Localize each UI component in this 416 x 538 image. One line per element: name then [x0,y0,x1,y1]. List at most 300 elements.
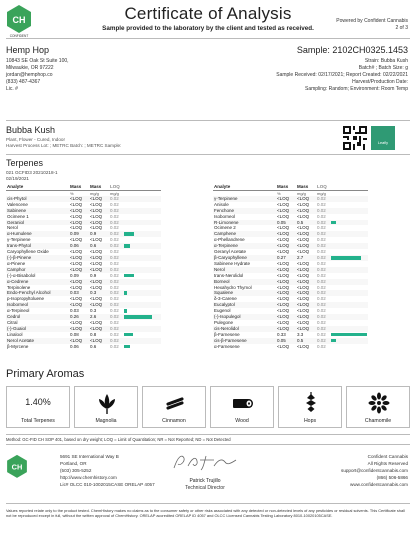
total-terpenes-card [6,386,70,428]
analyte-cell: Nerol [7,225,18,231]
loq-cell: 0.02 [316,231,330,237]
sample-batch: Batch# ; Batch Size: g [358,65,408,71]
product-type: Plant, Flower - Cured, Indoor [6,137,65,142]
mass-pct-cell: <LOQ [277,260,290,266]
mass-pct-cell: <LOQ [276,208,296,214]
analyte-cell: Citral [7,319,18,325]
loq-cell: 0.02 [317,296,326,302]
aroma-label: Cinnamon [162,418,186,424]
mass-pct-cell: <LOQ [277,343,290,349]
analyte-cell: Geranyl Acetate [214,249,247,255]
mass-mg-cell: <LOQ [296,267,316,273]
analyte-cell: β-Farnesene [214,331,240,337]
loq-cell: 0.02 [109,338,123,344]
analyte-cell: Endo-Fenchyl Alcohol [6,290,69,296]
analyte-cell: Camphene [213,231,276,237]
analyte-cell: cis-Nerolidol [213,326,276,332]
signer-name: Patrick Trujillo [189,478,221,484]
loq-cell: 0.02 [110,296,119,302]
unit-loq: mg/g [317,190,326,196]
terpenes-batch-code: 021 GCFID3 20210218-1 [6,170,58,175]
loq-cell: 0.02 [110,272,119,278]
loq-cell: 0.02 [317,308,326,314]
mass-mg-cell: <LOQ [90,249,103,255]
mass-mg-cell: <LOQ [296,279,316,285]
lab-website[interactable]: http://www.chemhistory.com [60,475,117,480]
client-phone: (833) 487-4367 [6,79,41,85]
loq-cell: 0.02 [317,213,326,219]
chemhistory-logo [6,454,28,482]
mass-mg-cell: <LOQ [296,302,316,308]
page-subtitle: Sample provided to the laboratory by the client and tested as received. [102,25,314,32]
mass-mg-cell: <LOQ [296,196,316,202]
analyte-cell: Anisole [214,201,229,207]
disclaimer: Values reported relate only to the product tested. ChemHistory makes no claims as to the consumer safety or other risks associated with any detected or non-detected levels of any pesticides or residual solvents. This Certificate shall not be reproduced except in full, without the written approval of ChemHistory. ORELAP accredited ORELAP ID 4057 and OLCC Licensed Cannabis Testing Laboratory 8010-10020105CASE. [6,508,405,518]
mass-pct-cell: <LOQ [277,296,290,302]
analyte-cell: (-)-α-Bisabolol [7,272,36,278]
concentration-bar [124,244,130,248]
loq-cell: 0.02 [316,220,330,226]
mass-mg-cell: <LOQ [89,302,109,308]
mass-pct-cell: <LOQ [70,319,83,325]
analyte-cell: Nerol [213,267,276,273]
mass-pct-cell: <LOQ [277,201,290,207]
concentration-bar [331,221,336,225]
mass-pct-cell: 0.27 [276,255,296,261]
loq-cell: 0.02 [317,260,326,266]
concentration-bar [124,309,127,313]
analyte-cell: cis-Phytol [6,196,69,202]
mass-mg-cell: 0.3 [89,290,109,296]
loq-cell: 0.02 [109,302,123,308]
leafly-label: Leafly [377,141,389,145]
analyte-cell: γ-Terpinene [7,237,31,243]
cc-rights: All Rights Reserved [367,461,408,466]
analyte-cell: Cedrol [6,314,69,320]
mass-mg-cell: 3.3 [297,331,304,337]
analyte-cell: Geraniol [6,220,69,226]
mass-pct-cell: <LOQ [69,208,89,214]
mass-mg-cell: <LOQ [297,343,310,349]
mass-mg-cell: <LOQ [90,260,103,266]
mass-pct-cell: <LOQ [70,213,83,219]
mass-pct-cell: <LOQ [70,249,83,255]
loq-cell: 0.02 [316,208,330,214]
loq-cell: 0.02 [109,243,123,249]
mass-pct-cell: <LOQ [277,284,290,290]
analyte-cell: Nerol Acetate [6,338,69,344]
mass-pct-cell: 0.06 [69,243,89,249]
loq-cell: 0.02 [317,249,326,255]
mass-mg-cell: 0.9 [89,231,109,237]
page-title: Certificate of Analysis [124,4,292,23]
mass-mg-cell: <LOQ [296,208,316,214]
mass-mg-cell: <LOQ [90,284,103,290]
svg-text:CH: CH [12,15,26,25]
aroma-card-magnolia [74,386,138,428]
mass-pct-cell: <LOQ [277,225,290,231]
mass-pct-cell: <LOQ [69,267,89,273]
analyte-cell: Eugenol [214,308,231,314]
mass-mg-cell: <LOQ [297,284,310,290]
mass-pct-cell: <LOQ [276,231,296,237]
analyte-cell: α-Cedrene [6,279,69,285]
analyte-cell: Eucalyptol [213,302,276,308]
mass-pct-cell: <LOQ [277,237,290,243]
mass-mg-cell: <LOQ [89,208,109,214]
mass-pct-cell: <LOQ [70,201,83,207]
col-mass-mg: Mass [296,184,316,190]
loq-cell: 0.02 [109,290,123,296]
lab-phone: (503) 305-5252 [60,468,92,473]
mass-mg-cell: <LOQ [297,296,310,302]
client-email: jordan@hemphop.co [6,72,53,78]
mass-mg-cell: <LOQ [89,267,109,273]
loq-cell: 0.02 [317,225,326,231]
mass-pct-cell: 0.09 [69,231,89,237]
unit-mg: mg/g [90,190,99,196]
cc-name: Confident Cannabis [367,454,408,459]
loq-cell: 0.02 [109,196,123,202]
loq-cell: 0.02 [109,326,123,332]
loq-cell: 0.02 [316,243,330,249]
loq-cell: 0.02 [317,284,326,290]
mass-pct-cell: <LOQ [276,302,296,308]
analyte-cell: Linalool [7,331,23,337]
mass-pct-cell: <LOQ [276,279,296,285]
loq-cell: 0.02 [317,319,326,325]
mass-pct-cell: <LOQ [277,319,290,325]
mass-mg-cell: <LOQ [89,279,109,285]
unit-pct: % [277,190,281,196]
mass-pct-cell: <LOQ [277,249,290,255]
mass-mg-cell: <LOQ [89,196,109,202]
method-note: Method: GC-FID CH SOP 401, based on dry weight; LOQ = Limit of Quantitation; NR = Not Reported; ND = Not Detected [6,434,410,445]
product-divider [6,154,410,155]
analyte-cell: (-)-Isopulegol [213,314,276,320]
cinnamon-icon [163,391,187,415]
analyte-cell: Hexahydro Thymol [214,284,252,290]
mass-pct-cell: 0.03 [69,290,89,296]
loq-cell: 0.02 [110,284,119,290]
mass-mg-cell: <LOQ [296,243,316,249]
mass-mg-cell: <LOQ [89,338,109,344]
concentration-bar [124,274,134,278]
analyte-cell: p-Isopropyltoluene [7,296,45,302]
mass-mg-cell: <LOQ [90,319,103,325]
table-row [6,344,161,350]
mass-mg-cell: <LOQ [89,220,109,226]
mass-pct-cell: <LOQ [69,279,89,285]
loq-cell: 0.02 [316,290,330,296]
loq-cell: 0.02 [316,314,330,320]
mass-pct-cell: <LOQ [276,243,296,249]
terpenes-title: Terpenes [6,158,44,168]
powered-by: Powered by Confident Cannabis [336,18,408,24]
mass-mg-cell: <LOQ [89,255,109,261]
loq-cell: 0.02 [317,237,326,243]
mass-pct-cell: <LOQ [69,255,89,261]
cc-phone: (866) 506-5866 [376,475,408,480]
mass-mg-cell: <LOQ [90,201,103,207]
mass-pct-cell: <LOQ [70,237,83,243]
aroma-label: Hops [303,418,317,424]
cc-website[interactable]: www.confidentcannabis.com [350,482,408,487]
analyte-cell: cis-β-Farnesene [213,338,276,344]
concentration-bar [124,333,133,337]
analyte-cell: α-Farnesene [214,343,240,349]
analyte-cell: Sabinene [6,208,69,214]
col-analyte: Analyte [213,184,276,190]
mass-pct-cell: <LOQ [276,326,296,332]
analyte-cell: Valencene [7,201,28,207]
loq-cell: 0.02 [316,302,330,308]
mass-pct-cell: <LOQ [70,225,83,231]
mass-pct-cell: <LOQ [277,272,290,278]
analyte-cell: α-Pinene [7,260,26,266]
analyte-cell: Camphor [6,267,69,273]
loq-cell: 0.02 [110,308,119,314]
loq-cell: 0.02 [109,267,123,273]
signer-title: Technical Director [185,485,225,491]
analyte-cell: Sabinene Hydrate [214,260,251,266]
analyte-cell: Borneol [213,279,276,285]
mass-pct-cell: 0.26 [69,314,89,320]
analyte-cell: β-Myrcene [7,343,29,349]
unit-loq: mg/g [110,190,119,196]
page-number: 2 of 3 [395,25,408,31]
table-row [213,344,368,350]
mass-mg-cell: <LOQ [89,326,109,332]
loq-cell: 0.02 [316,255,330,261]
loq-cell: 0.02 [109,220,123,226]
loq-cell: 0.02 [109,255,123,261]
mass-mg-cell: 0.3 [90,308,97,314]
loq-cell: 0.02 [109,279,123,285]
mass-pct-cell: <LOQ [277,213,290,219]
mass-pct-cell: <LOQ [70,260,83,266]
mass-mg-cell: <LOQ [297,237,310,243]
hops-icon [299,391,323,415]
loq-cell: 0.02 [109,314,123,320]
mass-mg-cell: <LOQ [90,296,103,302]
mass-pct-cell: 0.08 [70,331,79,337]
mass-pct-cell: <LOQ [70,284,83,290]
loq-cell: 0.02 [317,201,326,207]
aroma-card-cinnamon [142,386,206,428]
mass-pct-cell: <LOQ [276,267,296,273]
concentration-bar [331,256,361,260]
mass-mg-cell: <LOQ [296,231,316,237]
loq-cell: 0.02 [317,272,326,278]
mass-mg-cell: 0.9 [90,272,97,278]
analyte-cell: trans-Phytol [6,243,69,249]
mass-mg-cell: <LOQ [297,308,310,314]
analyte-cell: α-Terpineol [7,308,30,314]
mass-mg-cell: <LOQ [90,225,103,231]
aroma-label: Wood [235,418,249,424]
loq-cell: 0.02 [110,225,119,231]
analyte-cell: trans-Nerolidol [214,272,244,278]
concentration-bar [124,291,127,295]
svg-text:CH: CH [11,462,23,472]
mass-mg-cell: <LOQ [297,260,310,266]
loq-cell: 0.02 [109,231,123,237]
sample-strain: Strain: Bubba Kush [364,58,408,64]
mass-mg-cell: 0.6 [89,243,109,249]
aroma-card-wood [210,386,274,428]
concentration-bar [331,333,367,337]
mass-mg-cell: <LOQ [296,314,316,320]
loq-cell: 0.02 [110,331,119,337]
loq-cell: 0.02 [110,237,119,243]
mass-mg-cell: <LOQ [297,225,310,231]
analyte-cell: Ocimene 1 [7,213,29,219]
lab-address-2: Portland, OR [60,461,87,466]
analyte-cell: α-Phellandrene [214,237,245,243]
analyte-cell: Ocimene 2 [214,225,236,231]
mass-pct-cell: 0.09 [70,272,79,278]
mass-pct-cell: 0.33 [277,331,286,337]
mass-mg-cell: 0.5 [296,220,316,226]
concentration-bar [331,339,336,343]
mass-mg-cell: <LOQ [297,272,310,278]
mass-pct-cell: 0.06 [70,343,79,349]
mass-pct-cell: 0.05 [276,338,296,344]
sample-harvest: Harvest/Production Date: [352,79,408,85]
col-mass-mg: Mass [89,184,109,190]
unit-pct: % [70,190,74,196]
analyte-cell: α-Humulene [6,231,69,237]
loq-cell: 0.02 [316,338,330,344]
loq-cell: 0.02 [110,319,119,325]
lab-license: Lic# OLCC 010-1002015CASE ORELAP 4057 [60,482,155,487]
client-address-1: 10843 SE Oak St Suite 100, [6,58,69,64]
col-mass-pct: Mass [276,184,296,190]
loq-cell: 0.02 [110,343,119,349]
mass-mg-cell: 2.7 [296,255,316,261]
wood-icon [231,391,255,415]
col-mass-pct: Mass [69,184,89,190]
mass-pct-cell: 0.03 [70,308,79,314]
mass-mg-cell: 2.6 [89,314,109,320]
mass-pct-cell: <LOQ [69,220,89,226]
mass-mg-cell: <LOQ [90,237,103,243]
lab-address-1: 5691 SE International Way B [60,454,119,459]
loq-cell: 0.02 [317,343,326,349]
unit-mg: mg/g [297,190,306,196]
signature [170,452,240,472]
loq-cell: 0.02 [316,267,330,273]
loq-cell: 0.02 [110,213,119,219]
mass-pct-cell: <LOQ [69,326,89,332]
analyte-cell: Caryophyllene Oxide [7,249,49,255]
loq-cell: 0.02 [110,260,119,266]
logo-text: CONFIDENT [9,34,29,38]
aroma-card-hops [278,386,342,428]
mass-pct-cell: <LOQ [69,338,89,344]
analyte-cell: Pulegone [214,319,234,325]
mass-mg-cell: 0.5 [296,338,316,344]
client-license: Lic. # [6,86,18,92]
terpenes-table-right [213,184,368,349]
magnolia-icon [95,391,119,415]
product-name: Bubba Kush [6,125,56,135]
mass-pct-cell: <LOQ [70,296,83,302]
concentration-bar [124,315,152,319]
loq-cell: 0.02 [317,331,326,337]
mass-pct-cell: <LOQ [69,302,89,308]
mass-mg-cell: 0.6 [90,343,97,349]
leafly-badge[interactable] [371,126,395,150]
aroma-label: Chamomile [364,418,392,424]
col-loq: LOQ [109,184,123,190]
analyte-cell: Fenchone [213,208,276,214]
aroma-label: Magnolia [95,418,117,424]
mass-mg-cell: <LOQ [297,249,310,255]
qr-code[interactable] [343,126,367,150]
analyte-cell: Terpinolene [7,284,31,290]
mass-mg-cell: <LOQ [297,319,310,325]
analyte-cell: γ-Terpinene [213,196,276,202]
header-divider [6,38,410,39]
analyte-cell: Squalene [213,290,276,296]
chamomile-icon [367,391,391,415]
mass-mg-cell: 0.8 [90,331,97,337]
concentration-bar [124,232,134,236]
total-terpenes-label: Total Terpenes [21,418,55,424]
analyte-cell: α-Terpinene [213,243,276,249]
mass-mg-cell: <LOQ [297,213,310,219]
client-name: Hemp Hop [6,45,50,55]
mass-pct-cell: <LOQ [276,314,296,320]
footer-divider [6,503,410,504]
col-analyte: Analyte [6,184,69,190]
aromas-title: Primary Aromas [6,368,85,380]
concentration-bar [124,345,130,349]
product-harvest-process: Harvest Process Lot: ; METRC Batch: ; METRC Sample: [6,143,122,148]
mass-mg-cell: <LOQ [297,201,310,207]
mass-pct-cell: <LOQ [69,196,89,202]
cc-email[interactable]: support@confidentcannabis.com [341,468,408,473]
analyte-cell: (-)-Guaiol [6,326,69,332]
terpenes-date: 02/19/2021 [6,176,29,181]
loq-cell: 0.02 [316,279,330,285]
terpenes-table-left [6,184,161,349]
loq-cell: 0.02 [316,326,330,332]
mass-mg-cell: <LOQ [296,290,316,296]
loq-cell: 0.02 [110,249,119,255]
client-divider [6,120,410,121]
sample-id: Sample: 2102CH0325.1453 [296,45,408,55]
mass-pct-cell: <LOQ [276,196,296,202]
mass-pct-cell: <LOQ [276,290,296,296]
analyte-cell: R-Limonene [213,220,276,226]
mass-pct-cell: <LOQ [277,308,290,314]
analyte-cell: Isoborneol [214,213,236,219]
loq-cell: 0.02 [109,208,123,214]
mass-mg-cell: <LOQ [296,326,316,332]
sample-sampling: Sampling: Random; Environment: Room Temp [304,86,408,92]
analyte-cell: Isoborneol [6,302,69,308]
total-terpenes-value: 1.40% [25,397,51,407]
analyte-cell: β-Caryophyllene [213,255,276,261]
analyte-cell: δ-3-Carene [214,296,237,302]
loq-cell: 0.02 [316,196,330,202]
aroma-card-chamomile [346,386,410,428]
client-address-2: Milwaukie, OR 97222 [6,65,54,71]
sample-received: Sample Received: 02/17/2021; Report Created: 02/22/2021 [276,72,408,78]
